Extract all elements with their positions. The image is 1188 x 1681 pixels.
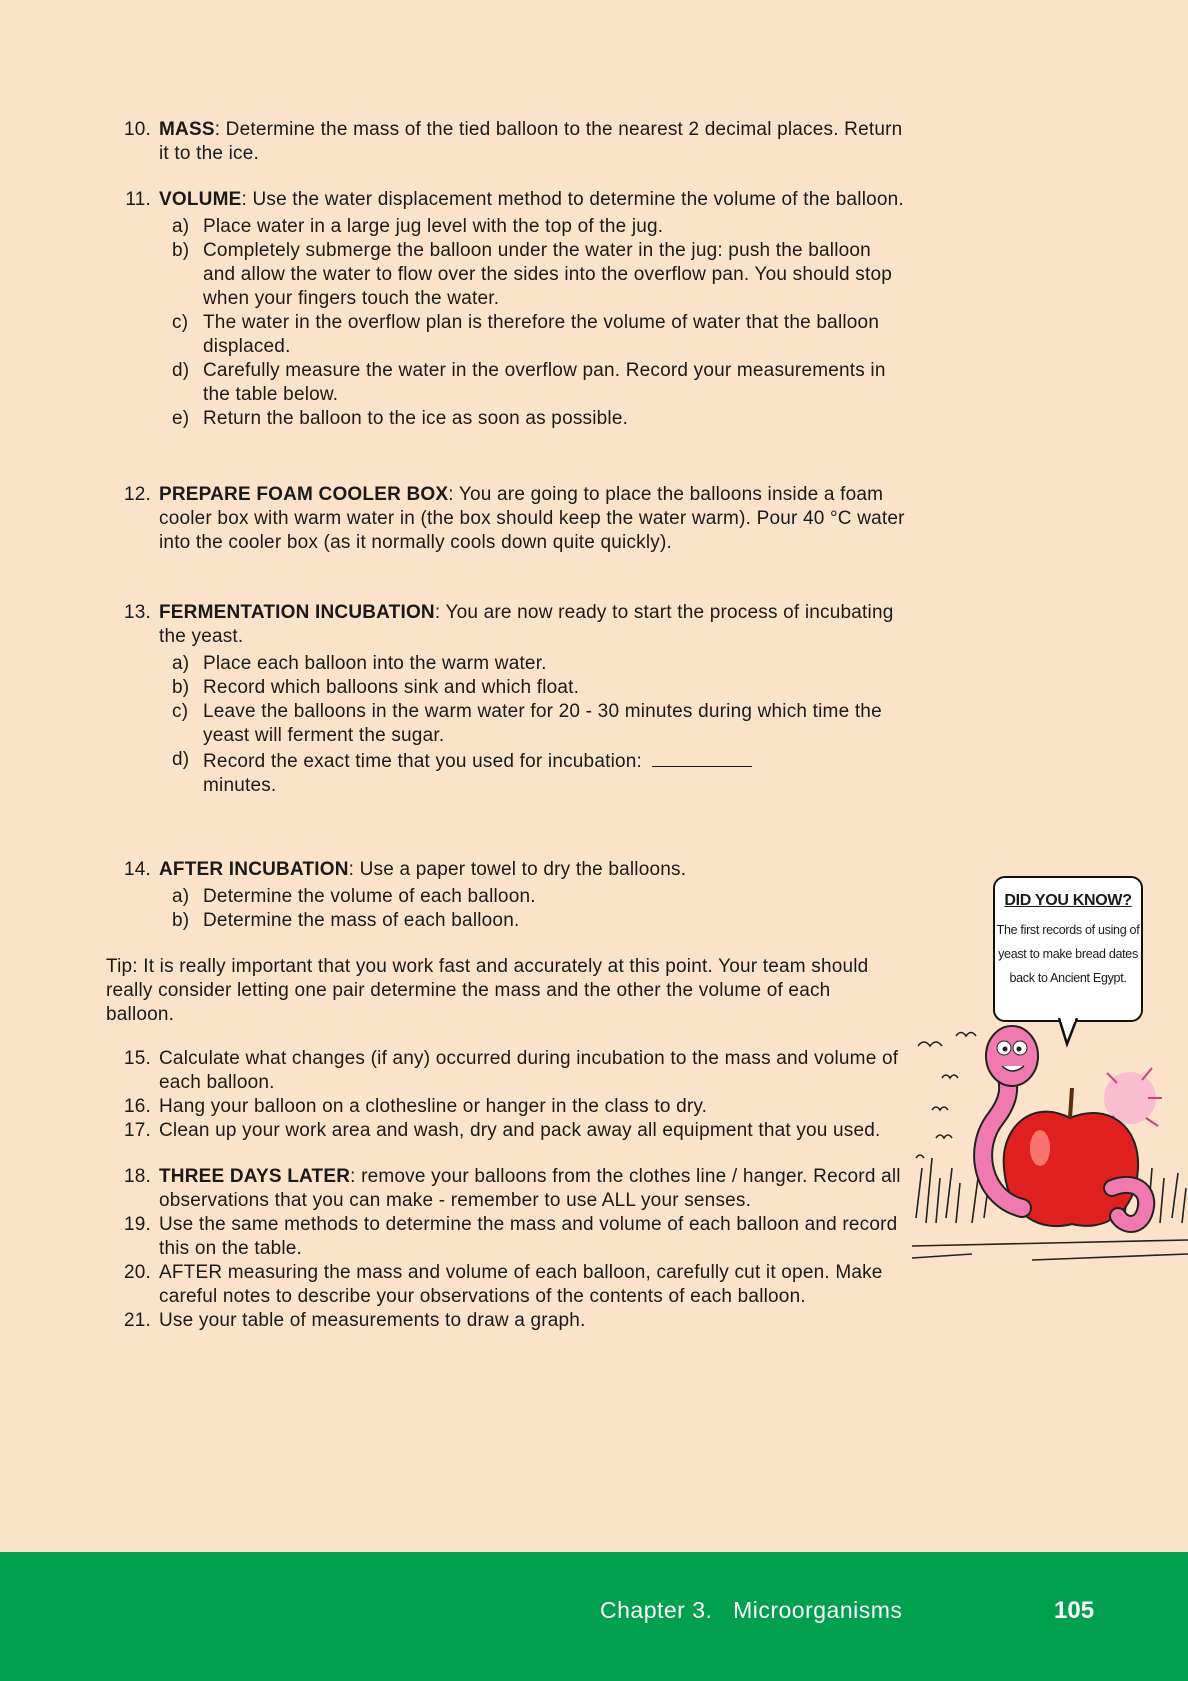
step-text: Calculate what changes (if any) occurred during incubation to the mass and volume of each balloon.: [159, 1048, 899, 1093]
birds: [916, 1033, 976, 1159]
list-item: c) Leave the balloons in the warm water for 20 - 30 minutes during which time the yeast will ferment the sugar.: [172, 701, 882, 746]
step-text: : Use a paper towel to dry the balloons.: [348, 859, 687, 880]
step-13: 13. FERMENTATION INCUBATION: You are now ready to start the process of incubating the yeast. a) Place each balloon into the warm water. b) Record which balloons sink and which float. c) Leave the balloons in the warm water for 20 - 30 minutes during which time the yeast will ferment the sugar. d) Record the exact time that you used for incubation: minutes.: [108, 601, 908, 798]
step-text: : Use the water displacement method to determine the volume of the balloon.: [241, 189, 904, 210]
instructions: [108, 118, 908, 1333]
step-15: 15. Calculate what changes (if any) occurred during incubation to the mass and volume of each balloon.: [123, 1048, 899, 1093]
step-text: AFTER measuring the mass and volume of each balloon, carefully cut it open. Make careful notes to describe your observations of the contents of each balloon.: [159, 1262, 883, 1307]
list-item: a) Determine the volume of each balloon.: [172, 886, 536, 907]
step-heading: VOLUME: [159, 189, 242, 210]
answer-blank[interactable]: [652, 748, 752, 767]
list-item: a) Place each balloon into the warm water.: [172, 653, 547, 674]
chapter-title: Chapter 3. Microorganisms: [600, 1597, 903, 1623]
list-item: d) Carefully measure the water in the overflow pan. Record your measurements in the table below.: [172, 360, 886, 405]
sub-list: [159, 652, 908, 798]
step-text: Use the same methods to determine the mass and volume of each balloon and record this on the table.: [159, 1214, 898, 1259]
step-18: 18. THREE DAYS LATER: remove your balloons from the clothes line / hanger. Record all observations that you can make - remember to use ALL your senses.: [123, 1166, 901, 1211]
tip-paragraph: Tip: It is really important that you work fast and accurately at this point. Your team should really consider letting one pair determine the mass and the other the volume of each balloon.: [106, 956, 869, 1025]
step-10: 10. MASS: Determine the mass of the tied balloon to the nearest 2 decimal places. Return it to the ice.: [123, 119, 903, 164]
list-item: c) The water in the overflow plan is therefore the volume of water that the balloon displaced.: [172, 312, 880, 357]
worm-apple-illustration: [912, 1018, 1188, 1270]
step-heading: PREPARE FOAM COOLER BOX: [159, 484, 449, 505]
list-item: b) Determine the mass of each balloon.: [172, 910, 520, 931]
step-text: : You are now ready to start the process of incubating the yeast.: [159, 602, 894, 647]
step-text: Clean up your work area and wash, dry and pack away all equipment that you used.: [159, 1120, 881, 1141]
list-item: a) Place water in a large jug level with the top of the jug.: [172, 216, 664, 237]
step-20: 20. AFTER measuring the mass and volume of each balloon, carefully cut it open. Make careful notes to describe your observations of the contents of each balloon.: [123, 1262, 883, 1307]
list-item: b) Completely submerge the balloon under the water in the jug: push the balloon and allow the water to flow over the sides into the overflow pan. You should stop when your fingers touch the water.: [172, 240, 893, 309]
step-heading: MASS: [159, 119, 215, 140]
step-text: : Determine the mass of the tied balloon to the nearest 2 decimal places. Return it to the ice.: [159, 119, 903, 164]
sub-list: [159, 215, 908, 431]
step-text: : remove your balloons from the clothes line / hanger. Record all observations that you can make - remember to use ALL your senses.: [159, 1166, 901, 1211]
did-you-know-title: DID YOU KNOW?: [1004, 892, 1132, 909]
sub-list: [159, 885, 908, 933]
page-number: 105: [1054, 1597, 1095, 1624]
page-footer: [0, 1552, 1188, 1681]
did-you-know-text: The first records of using of yeast to make bread dates back to Ancient Egypt.: [996, 923, 1140, 985]
did-you-know-bubble: [993, 876, 1143, 1022]
step-16: 16. Hang your balloon on a clothesline or hanger in the class to dry.: [123, 1096, 708, 1117]
step-text: : You are going to place the balloons inside a foam cooler box with warm water in (the box should keep the water warm). Pour 40 °C water into the cooler box (as it normally cools down quite quickly).: [159, 484, 905, 553]
step-text: Hang your balloon on a clothesline or hanger in the class to dry.: [159, 1096, 708, 1117]
step-14: 14. AFTER INCUBATION: Use a paper towel to dry the balloons. a) Determine the volume of each balloon. b) Determine the mass of each balloon.: [108, 858, 908, 933]
step-21: 21. Use your table of measurements to draw a graph.: [123, 1310, 586, 1331]
step-11: 11. VOLUME: Use the water displacement method to determine the volume of the balloon. a) Place water in a large jug level with the top of the jug. b) Completely submerge the balloon under the water in the jug: push the balloon and allow the water to flow over the sides into the overflow pan. You should stop when your fingers touch the water. c) The water in the overflow plan is therefore the volume of water that the balloon displaced. d) Carefully measure the water in the overflow pan. Record your measurements in the table below. e) Return the balloon to the ice as soon as possible.: [108, 188, 908, 431]
step-heading: AFTER INCUBATION: [159, 859, 349, 880]
step-heading: FERMENTATION INCUBATION: [159, 602, 435, 623]
list-item: d) Record the exact time that you used for incubation: minutes.: [159, 748, 908, 798]
step-19: 19. Use the same methods to determine the mass and volume of each balloon and record this on the table.: [123, 1214, 898, 1259]
list-item: e) Return the balloon to the ice as soon as possible.: [172, 408, 629, 429]
step-12: 12. PREPARE FOAM COOLER BOX: You are going to place the balloons inside a foam cooler box with warm water in (the box should keep the water warm). Pour 40 °C water into the cooler box (as it normally cools down quite quickly).: [123, 484, 905, 553]
step-17: 17. Clean up your work area and wash, dry and pack away all equipment that you used.: [123, 1120, 881, 1141]
list-item: b) Record which balloons sink and which float.: [172, 677, 580, 698]
step-heading: THREE DAYS LATER: [159, 1166, 351, 1187]
step-text: Use your table of measurements to draw a graph.: [159, 1310, 586, 1331]
